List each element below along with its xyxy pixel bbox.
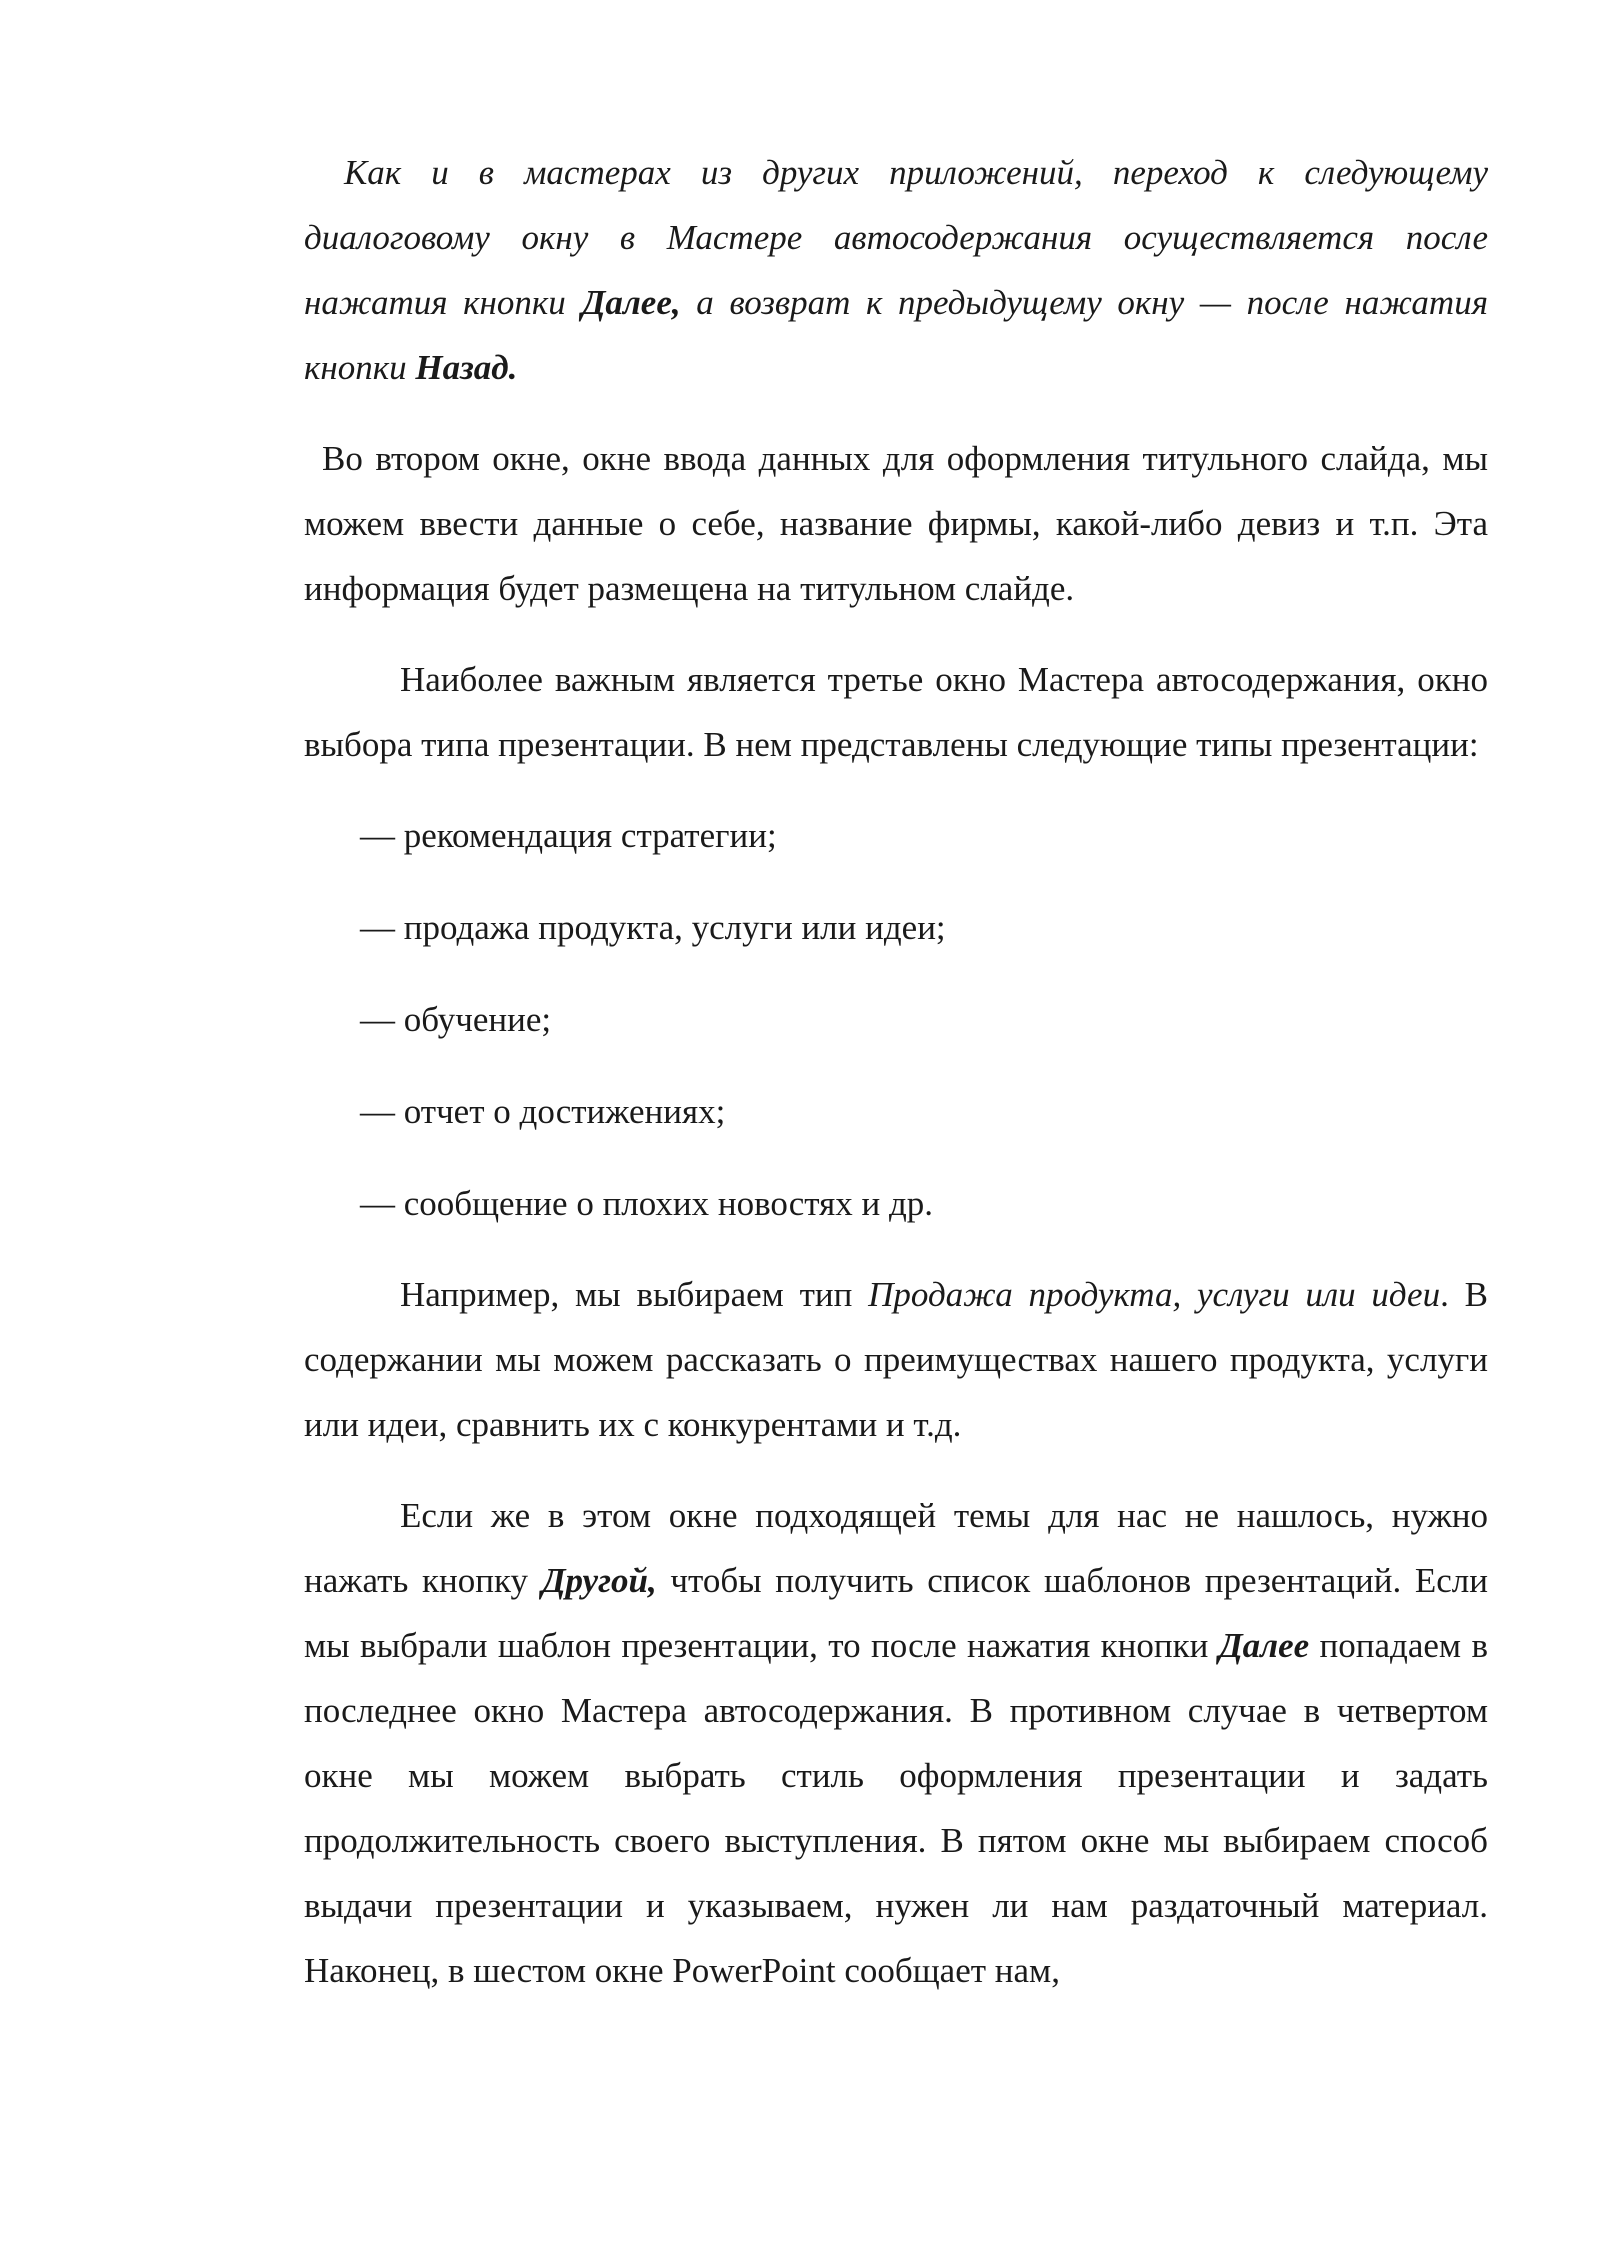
document-page [304, 140, 1488, 2029]
text: . В содержании мы можем рассказать о преимуществах нашего продукта, услуги или идеи, сравнить их с конкурентами и т.д. [304, 1275, 1488, 1444]
list-item: — отчет о достижениях; [360, 1092, 726, 1131]
text: а возврат к предыдущему окну — после нажатия кнопки [304, 283, 1488, 387]
presentation-types-list [304, 803, 1488, 1236]
text: попадаем в последнее окно Мастера автосодержания. В противном случае в четвертом окне мы можем выбрать стиль оформления презентации и задать продолжительность своего выступления. В пятом окне мы выбираем способ выдачи презентации и указываем, нужен ли нам раздаточный материал. Наконец, в шестом окне PowerPoint сообщает нам, [304, 1626, 1488, 1990]
text: Как и в мастерах из других приложений, переход к следующему диалоговому окну в Мастере автосодержания осуществляется после нажатия кнопки [304, 153, 1488, 322]
text: Например, мы выбираем тип [400, 1275, 869, 1314]
list-item: — сообщение о плохих новостях и др. [360, 1184, 934, 1223]
paragraph-example-type [304, 1262, 1488, 1457]
list-item: — продажа продукта, услуги или идеи; [360, 908, 946, 947]
list-item: — обучение; [360, 1000, 552, 1039]
text: чтобы получить список шаблонов презентаций. Если мы выбрали шаблон презентации, то после нажатия кнопки [304, 1561, 1488, 1665]
bold-other-button-name: Другой, [541, 1561, 657, 1600]
list-item: — рекомендация стратегии; [360, 816, 777, 855]
text: Если же в этом окне подходящей темы для нас не нашлось, нужно нажать кнопку [304, 1496, 1488, 1600]
bold-next-button-name: Далее, [581, 283, 681, 322]
bold-next-button-name: Далее [1218, 1626, 1310, 1665]
paragraph-wizard-navigation [304, 140, 1488, 400]
paragraph-other-templates [304, 1483, 1488, 2003]
paragraph-second-window: Во втором окне, окне ввода данных для оформления титульного слайда, мы можем ввести данные о себе, название фирмы, какой-либо девиз и т.п. Эта информация будет размещена на титульном слайде. [304, 439, 1488, 608]
paragraph-third-window: Наиболее важным является третье окно Мастера автосодержания, окно выбора типа презентации. В нем представлены следующие типы презентации: [304, 660, 1488, 764]
bold-back-button-name: Назад. [415, 348, 518, 387]
italic-type-name: Продажа продукта, услуги или идеи [868, 1275, 1441, 1314]
